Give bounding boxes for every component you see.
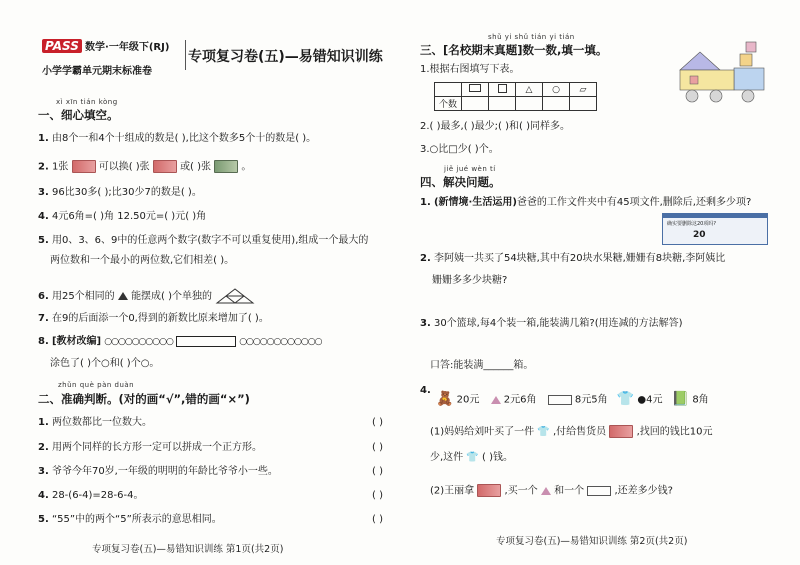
ruler-icon: [587, 486, 611, 496]
sweater-icon: 👕: [537, 426, 550, 438]
s4-question-4-part2: (2)王丽拿 ,买一个 和一个 ,还差多少钱?: [430, 485, 673, 497]
left-footer: 专项复习卷(五)—易错知识训练 第1页(共2页): [92, 544, 284, 555]
triangle-icon: △: [525, 84, 533, 95]
circle-row-icon: ○○○○○○○○○○○○: [239, 337, 322, 347]
s4-question-4-part1-line2: 少,这件 👕 ( )钱。: [430, 452, 513, 463]
shaded-rectangle: [176, 336, 236, 347]
parallelogram-icon: ▱: [579, 84, 587, 95]
dialog-text: 确实要删除这20项吗?: [667, 221, 717, 227]
s1-question-5-line2: 两位数和一个最小的两位数,它们相差( )。: [50, 255, 235, 266]
page-title: 专项复习卷(五)—易错知识训练: [188, 49, 383, 65]
set-square-icon: [491, 396, 501, 404]
shape-train-picture: [676, 40, 776, 108]
right-footer: 专项复习卷(五)—易错知识训练 第2页(共2页): [496, 536, 688, 547]
s2-item-2: 2. 用两个同样的长方形一定可以拼成一个正方形。 ( ): [38, 442, 383, 453]
circle-icon: ○: [552, 84, 560, 95]
s3-question-3: 3.○比□少( )个。: [420, 144, 499, 155]
s4-question-3-answer: 口答:能装满______箱。: [430, 360, 534, 371]
s2-item-4: 4. 28-(6-4)=28-6-4。 ( ): [38, 490, 383, 501]
s1-question-1: 1. 由8个一和4个十组成的数是( ),比这个数多5个十的数是( )。: [38, 133, 317, 144]
set-square-icon: [541, 487, 551, 495]
shape-count-table: △ ○ ▱ 个数: [434, 82, 597, 111]
sweater-icon: 👕: [466, 452, 479, 463]
s4-question-3: 3. 30个篮球,每4个装一箱,能装满几箱?(用连减的方法解答): [420, 318, 683, 329]
dialog-count: 20: [693, 230, 706, 240]
banknote-image: [477, 484, 501, 497]
s3-question-1: 1.根据右图填写下表。: [420, 64, 520, 75]
header-series: PASS 数学·一年级下(RJ): [42, 38, 169, 53]
rectangle-icon: [469, 84, 481, 92]
section1-pinyin: xì xīn tián kòng: [56, 98, 118, 106]
triangle-pattern-icon: [215, 287, 255, 305]
banknote-image: [609, 425, 633, 438]
header-divider: [185, 40, 398, 70]
s4-question-1: 1. (新情境·生活运用)爸爸的工作文件夹中有45项文件,删除后,还剩多少项?: [420, 197, 752, 208]
s4-question-2-line2: 姗姗多多少块糖?: [432, 275, 508, 286]
delete-dialog: [662, 213, 768, 245]
right-page: [400, 0, 800, 565]
section1-title: 一、细心填空。: [38, 108, 119, 122]
s3-question-2: 2.( )最多,( )最少;( )和( )同样多。: [420, 121, 571, 132]
section2-pinyin: zhǔn què pàn duàn: [58, 381, 135, 389]
s1-question-8: 8. [教材改编] ○○○○○○○○○○ ○○○○○○○○○○○○: [38, 336, 322, 347]
s2-item-5: 5. “55”中的两个“5”所表示的意思相同。 ( ): [38, 514, 383, 525]
banknote-image: [72, 160, 96, 173]
ruler-icon: [548, 395, 572, 405]
s1-question-8-line2: 涂色了( )个○和( )个○。: [50, 358, 160, 369]
s1-question-3: 3. 96比30多( );比30少7的数是( )。: [38, 187, 202, 198]
square-icon: [498, 84, 507, 93]
s1-question-6: 6. 用25个相同的 能摆成( )个单独的: [38, 287, 255, 305]
circle-row-icon: ○○○○○○○○○○: [104, 337, 173, 347]
header-subtitle: 小学学霸单元期末标准卷: [42, 66, 152, 77]
s2-item-1: 1. 两位数都比一位数大。 ( ): [38, 417, 383, 428]
s4-question-4-part1: (1)妈妈给刘叶买了一件 👕 ,付给售货员 ,找回的钱比10元: [430, 426, 713, 438]
triangle-icon: [118, 292, 128, 300]
s1-question-2: 2. 1张 可以换( )张 或( )张 。: [38, 161, 252, 173]
s2-item-3: 3. 爷爷今年70岁,一年级的明明的年龄比爷爷小一些。 ( ): [38, 466, 383, 477]
pass-logo: PASS: [42, 39, 82, 53]
section3-title: 三、[名校期末真题]数一数,填一填。: [420, 43, 608, 57]
s1-question-5: 5. 用0、3、6、9中的任意两个数字(数字不可以重复使用),组成一个最大的: [38, 235, 369, 246]
s1-question-4: 4. 4元6角=( )角 12.50元=( )元( )角: [38, 211, 207, 222]
s4-question-2: 2. 李阿姨一共买了54块糖,其中有20块水果糖,姗姗有8块糖,李阿姨比: [420, 253, 726, 264]
section4-pinyin: jiě jué wèn tí: [444, 165, 496, 173]
banknote-image: [153, 160, 177, 173]
section3-pinyin: shǔ yi shǔ tián yi tián: [488, 33, 575, 41]
book-icon: 📗: [671, 391, 690, 407]
section2-title: 二、准确判断。(对的画“√”,错的画“×”): [38, 392, 250, 406]
sweater-icon: 👕: [616, 391, 635, 407]
doll-icon: 🧸: [436, 391, 454, 407]
section4-title: 四、解决问题。: [420, 175, 501, 189]
s1-question-7: 7. 在9的后面添一个0,得到的新数比原来增加了( )。: [38, 313, 269, 324]
price-row: 🧸 20元 2元6角 8元5角 👕 ●4元 📗 8角: [436, 391, 709, 407]
s4-question-4: 4.: [420, 385, 431, 396]
banknote-image: [214, 160, 238, 173]
